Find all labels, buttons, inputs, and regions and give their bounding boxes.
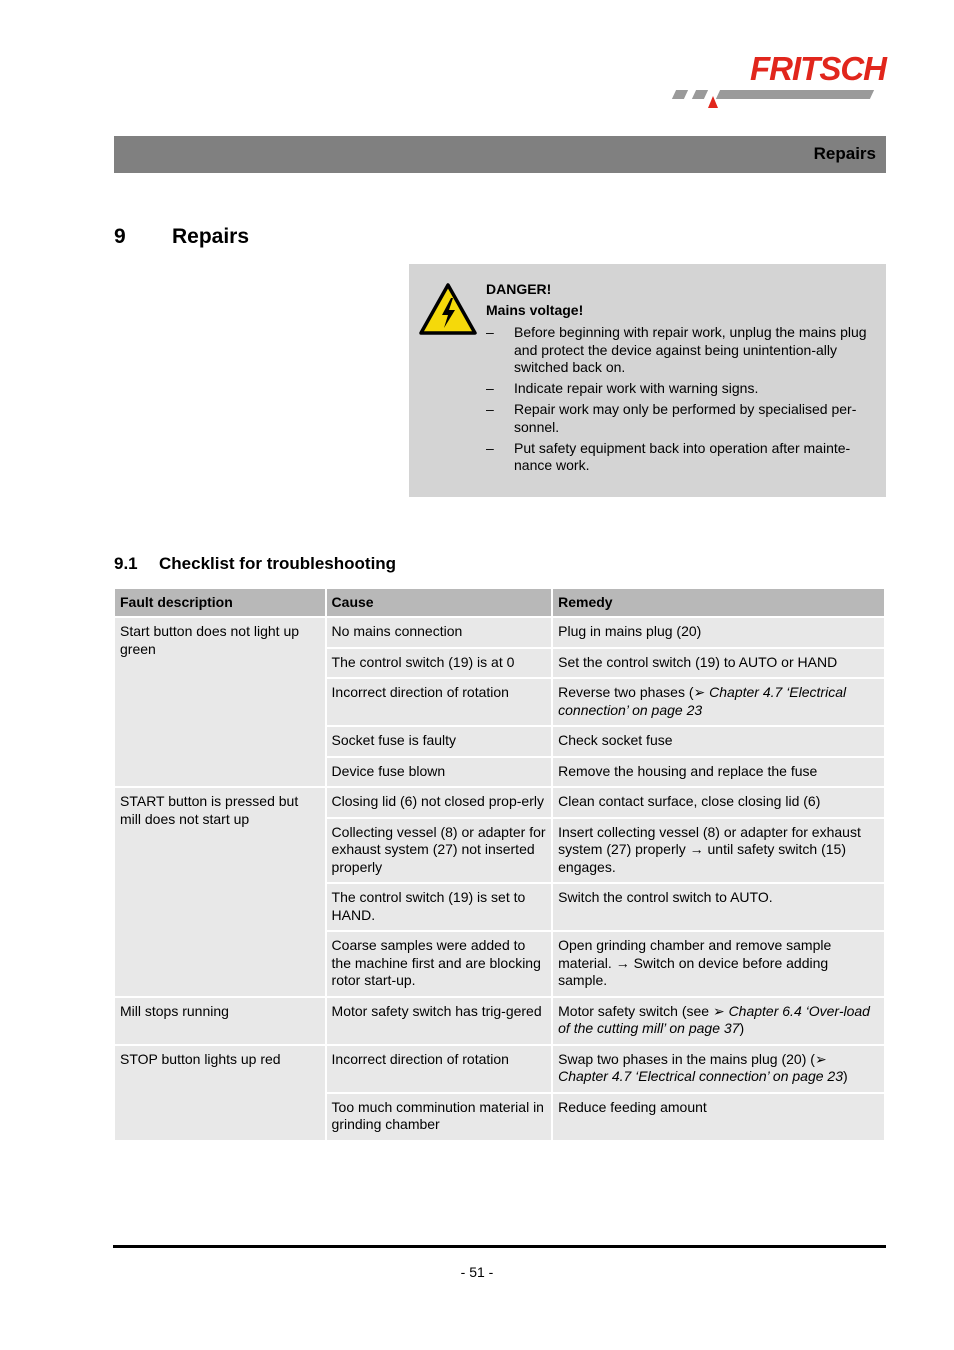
fault-cell: Start button does not light up green [115, 618, 325, 786]
danger-list-item: – Put safety equipment back into operation after mainte-nance work. [486, 439, 851, 473]
cause-cell: The control switch (19) is at 0 [327, 649, 552, 678]
cause-cell: Coarse samples were added to the machine first and are blocking rotor start-up. [327, 932, 552, 996]
remedy-cell: Switch the control switch to AUTO. [553, 884, 884, 930]
section-header-title: Repairs [813, 144, 876, 163]
troubleshooting-table [113, 587, 886, 1142]
cause-cell: No mains connection [327, 618, 552, 647]
remedy-cell: Set the control switch (19) to AUTO or HAND [553, 649, 884, 678]
danger-subtitle: Mains voltage! [486, 301, 584, 318]
table-header-row [115, 589, 884, 616]
danger-list [486, 324, 878, 475]
footer-rule [113, 1245, 886, 1248]
remedy-cell: Clean contact surface, close closing lid (6) [553, 788, 884, 817]
remedy-cell: Remove the housing and replace the fuse [553, 758, 884, 787]
danger-list-item: – Before beginning with repair work, unplug the mains plug and protect the device against being unintention-ally switched back on. [486, 324, 867, 375]
remedy-cell: Motor safety switch (see ➢ Chapter 6.4 ‘Over-load of the cutting mill’ on page 37) [553, 998, 884, 1044]
chapter-link[interactable]: ➢ Chapter 4.7 ‘Electrical connection’ on page 23 [558, 684, 847, 718]
logo-triangle [708, 96, 718, 108]
fritsch-logo [668, 50, 890, 112]
remedy-cell: Swap two phases in the mains plug (20) (➢ Chapter 4.7 ‘Electrical connection’ on page 23) [553, 1046, 884, 1092]
chapter-link[interactable]: ➢ Chapter 6.4 ‘Over-load of the cutting mill’ on page 37 [558, 1002, 870, 1036]
cause-cell: Incorrect direction of rotation [327, 679, 552, 725]
logo-bar [716, 90, 874, 99]
danger-list-item: – Indicate repair work with warning signs. [486, 380, 759, 396]
cause-cell: Device fuse blown [327, 758, 552, 787]
column-header: Fault description [115, 589, 325, 616]
section-number: 9.1 [114, 554, 138, 573]
cause-cell: Socket fuse is faulty [327, 727, 552, 756]
logo-text: FRITSCH [750, 50, 886, 87]
chapter-link[interactable]: ➢ Chapter 4.7 ‘Electrical connection’ on page 23 [558, 1050, 843, 1084]
cause-cell: Motor safety switch has trig-gered [327, 998, 552, 1044]
table-row [115, 998, 884, 1044]
page-number: - 51 - [460, 1264, 494, 1280]
high-voltage-warning-icon [418, 282, 478, 336]
cause-cell: Incorrect direction of rotation [327, 1046, 552, 1092]
danger-list-item: – Repair work may only be performed by specialised per-sonnel. [486, 401, 857, 435]
chapter-number: 9 [114, 225, 126, 248]
column-header: Cause [327, 589, 552, 616]
logo-dash [692, 90, 708, 99]
remedy-cell: Reduce feeding amount [553, 1094, 884, 1140]
fault-cell: STOP button lights up red [115, 1046, 325, 1140]
column-header: Remedy [553, 589, 884, 616]
fault-cell: START button is pressed but mill does not start up [115, 788, 325, 996]
table-row [115, 1046, 884, 1092]
remedy-cell: Plug in mains plug (20) [553, 618, 884, 647]
chapter-title: Repairs [172, 225, 250, 248]
cause-cell: Closing lid (6) not closed prop-erly [327, 788, 552, 817]
section-title: Checklist for troubleshooting [159, 554, 397, 573]
table-row [115, 788, 884, 817]
remedy-cell: Check socket fuse [553, 727, 884, 756]
remedy-cell: Open grinding chamber and remove sample material. → Switch on device before adding sample. [553, 932, 884, 996]
danger-notice [409, 264, 886, 497]
remedy-cell: Insert collecting vessel (8) or adapter for exhaust system (27) properly → until safety switch (15) engages. [553, 819, 884, 883]
section-header-bar [114, 136, 886, 173]
logo-dash [672, 90, 688, 99]
cause-cell: Collecting vessel (8) or adapter for exhaust system (27) not inserted properly [327, 819, 552, 883]
remedy-cell: Reverse two phases (➢ Chapter 4.7 ‘Electrical connection’ on page 23 [553, 679, 884, 725]
chapter-heading [114, 225, 249, 249]
section-heading [114, 554, 396, 574]
table-row [115, 618, 884, 647]
cause-cell: The control switch (19) is set to HAND. [327, 884, 552, 930]
danger-title: DANGER! [486, 281, 552, 297]
cause-cell: Too much comminution material in grinding chamber [327, 1094, 552, 1140]
fault-cell: Mill stops running [115, 998, 325, 1044]
